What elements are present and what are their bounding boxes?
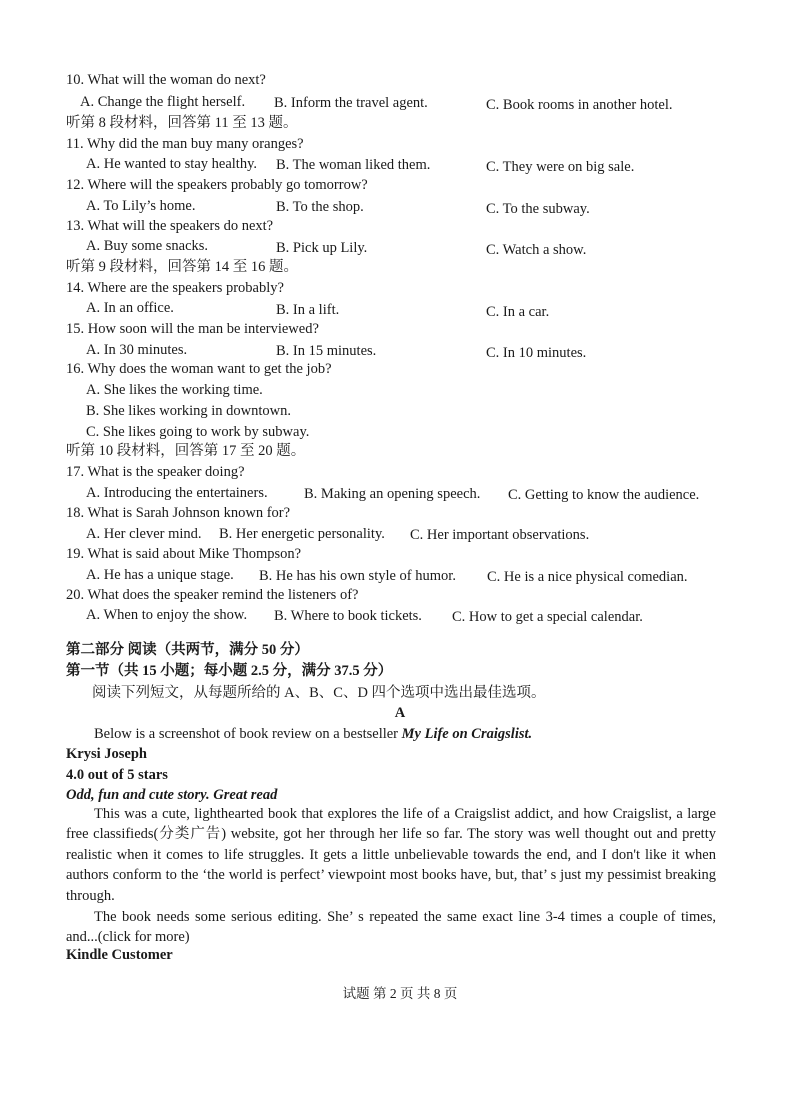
reviewer-name: Krysi Joseph xyxy=(66,746,147,762)
q16-option-a: A. She likes the working time. xyxy=(86,382,263,398)
q17-option-a: A. Introducing the entertainers. xyxy=(86,485,268,501)
review-paragraph-2: The book needs some serious editing. She’ s repeated the same exact line 3-4 times a couple of times, and...(click for more) xyxy=(66,909,716,946)
q12-option-c: C. To the subway. xyxy=(486,201,590,217)
star-rating: 4.0 out of 5 stars xyxy=(66,767,168,783)
q11-option-a: A. He wanted to stay healthy. xyxy=(86,156,257,172)
q18-option-a: A. Her clever mind. xyxy=(86,526,202,542)
question-11: 11. Why did the man buy many oranges? xyxy=(66,136,304,152)
q12-option-b: B. To the shop. xyxy=(276,199,364,215)
question-13: 13. What will the speakers do next? xyxy=(66,218,274,234)
q14-option-b: B. In a lift. xyxy=(276,302,340,318)
section-one-title: 第一节（共 15 小题；每小题 2.5 分，满分 37.5 分） xyxy=(66,663,393,679)
q19-option-a: A. He has a unique stage. xyxy=(86,567,234,583)
section-9-heading: 听第 9 段材料，回答第 14 至 16 题。 xyxy=(66,259,298,275)
q13-option-c: C. Watch a show. xyxy=(486,242,587,258)
question-19: 19. What is said about Mike Thompson? xyxy=(66,546,302,562)
q11-option-b: B. The woman liked them. xyxy=(276,157,431,173)
q13-option-b: B. Pick up Lily. xyxy=(276,240,368,256)
section-8-heading: 听第 8 段材料，回答第 11 至 13 题。 xyxy=(66,115,298,131)
question-18: 18. What is Sarah Johnson known for? xyxy=(66,505,291,521)
passage-intro xyxy=(94,725,532,743)
q10-option-a: A. Change the flight herself. xyxy=(80,94,246,110)
q17-option-b: B. Making an opening speech. xyxy=(304,486,481,502)
part-two-title: 第二部分 阅读（共两节，满分 50 分） xyxy=(66,642,309,658)
passage-letter: A xyxy=(394,705,406,721)
question-15: 15. How soon will the man be interviewed? xyxy=(66,321,319,337)
q15-option-b: B. In 15 minutes. xyxy=(276,343,377,359)
q10-option-b: B. Inform the travel agent. xyxy=(274,95,428,111)
q20-option-b: B. Where to book tickets. xyxy=(274,608,422,624)
q17-option-c: C. Getting to know the audience. xyxy=(508,487,700,503)
section-10-heading: 听第 10 段材料，回答第 17 至 20 题。 xyxy=(66,443,306,459)
passage-intro-text: Below is a screenshot of book review on a bestseller xyxy=(94,726,402,742)
q15-option-c: C. In 10 minutes. xyxy=(486,345,587,361)
q10-option-c: C. Book rooms in another hotel. xyxy=(486,97,673,113)
q19-option-b: B. He has his own style of humor. xyxy=(259,568,456,584)
q16-option-c: C. She likes going to work by subway. xyxy=(86,424,310,440)
q14-option-a: A. In an office. xyxy=(86,300,174,316)
page-footer: 试题 第 2 页 共 8 页 xyxy=(342,986,458,1001)
q11-option-c: C. They were on big sale. xyxy=(486,159,635,175)
question-14: 14. Where are the speakers probably? xyxy=(66,280,284,296)
q14-option-c: C. In a car. xyxy=(486,304,550,320)
review-paragraph-1: This was a cute, lighthearted book that explores the life of a Craigslist addict, and how Craigslist, a large free classifieds(分类广告) website, got her through her life so far. The story was well thought out and pretty realistic when it comes to life struggles. It gets a little unbelievable towards the end, and I don't like it when authors conform to the ‘the world is perfect’ viewpoint most books have, but, that’ s just my pessimist breaking through. xyxy=(66,806,716,904)
q20-option-c: C. How to get a special calendar. xyxy=(452,609,643,625)
q12-option-a: A. To Lily’s home. xyxy=(86,198,196,214)
question-17: 17. What is the speaker doing? xyxy=(66,464,245,480)
next-reviewer-name: Kindle Customer xyxy=(66,947,173,963)
question-12: 12. Where will the speakers probably go tomorrow? xyxy=(66,177,368,193)
q19-option-c: C. He is a nice physical comedian. xyxy=(487,569,688,585)
q18-option-b: B. Her energetic personality. xyxy=(219,526,385,542)
question-16: 16. Why does the woman want to get the job? xyxy=(66,361,332,377)
q20-option-a: A. When to enjoy the show. xyxy=(86,607,248,623)
q15-option-a: A. In 30 minutes. xyxy=(86,342,188,358)
question-10: 10. What will the woman do next? xyxy=(66,72,266,88)
q16-option-b: B. She likes working in downtown. xyxy=(86,403,292,419)
book-title: My Life on Craigslist. xyxy=(401,726,533,742)
q13-option-a: A. Buy some snacks. xyxy=(86,238,209,254)
review-title: Odd, fun and cute story. Great read xyxy=(66,787,278,803)
q18-option-c: C. Her important observations. xyxy=(410,527,590,543)
question-20: 20. What does the speaker remind the listeners of? xyxy=(66,587,359,603)
reading-instruction: 阅读下列短文，从每题所给的 A、B、C、D 四个选项中选出最佳选项。 xyxy=(92,685,546,701)
